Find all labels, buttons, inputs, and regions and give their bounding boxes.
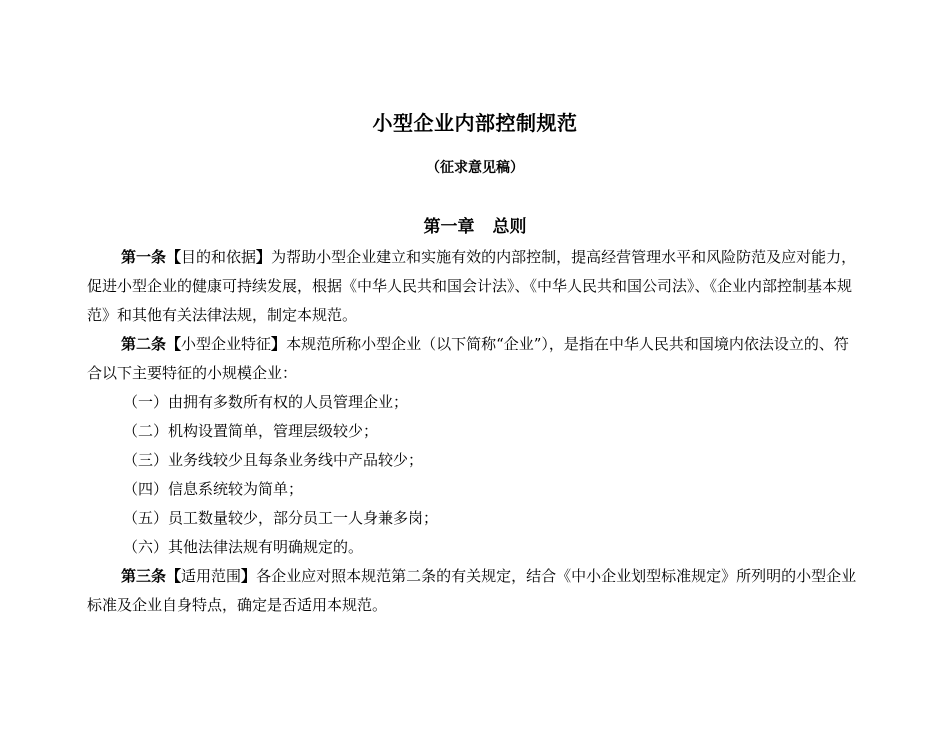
article-text: 各企业应对照本规范第二条的有关规定，结合《中小企业划型标准规定》所列明的小型企业标准及企业自身特点，确定是否适用本规范。: [87, 567, 857, 614]
list-item: （六）其他法律法规有明确规定的。: [123, 538, 364, 556]
bracket-close: 】: [241, 567, 257, 585]
bracket-close: 】: [271, 335, 287, 353]
bracket-close: 】: [256, 248, 272, 266]
bracket-open: 【: [166, 335, 182, 353]
article-heading: 适用范围: [181, 567, 242, 585]
list-item: （三）业务线较少且每条业务线中产品较少；: [123, 451, 424, 469]
chapter-number: 第一章: [423, 217, 475, 237]
bracket-open: 【: [166, 248, 182, 266]
document-body: [87, 243, 863, 620]
list-item: （二）机构设置简单，管理层级较少；: [123, 422, 379, 440]
article-heading: 小型企业特征: [181, 335, 272, 353]
document-subtitle: （征求意见稿）: [426, 160, 524, 176]
article-text: 为帮助小型企业建立和实施有效的内部控制，提高经营管理水平和风险防范及应对能力，促进小型企业的健康可持续发展，根据《中华人民共和国会计法》、《中华人民共和国公司法》、《企业内部控制基本规范》和其他有关法律法规，制定本规范。: [87, 248, 857, 324]
article-number: 第二条: [121, 335, 167, 353]
article-text: 本规范所称小型企业（以下简称“企业”），是指在中华人民共和国境内依法设立的、符合以下主要特征的小规模企业：: [87, 335, 849, 382]
chapter-name: 总则: [492, 217, 527, 237]
article-3: [87, 562, 863, 620]
list-item: （五）员工数量较少，部分员工一人身兼多岗；: [123, 509, 439, 527]
article-heading: 目的和依据: [181, 248, 257, 266]
document-title: 小型企业内部控制规范: [372, 111, 578, 135]
bracket-open: 【: [166, 567, 182, 585]
chapter-heading: [0, 213, 950, 241]
article-number: 第三条: [121, 567, 167, 585]
article-1: [87, 243, 863, 330]
article-2: [87, 330, 863, 388]
article-number: 第一条: [121, 248, 167, 266]
list-item: （四）信息系统较为简单；: [123, 480, 304, 498]
list-item: （一）由拥有多数所有权的人员管理企业；: [123, 393, 409, 411]
